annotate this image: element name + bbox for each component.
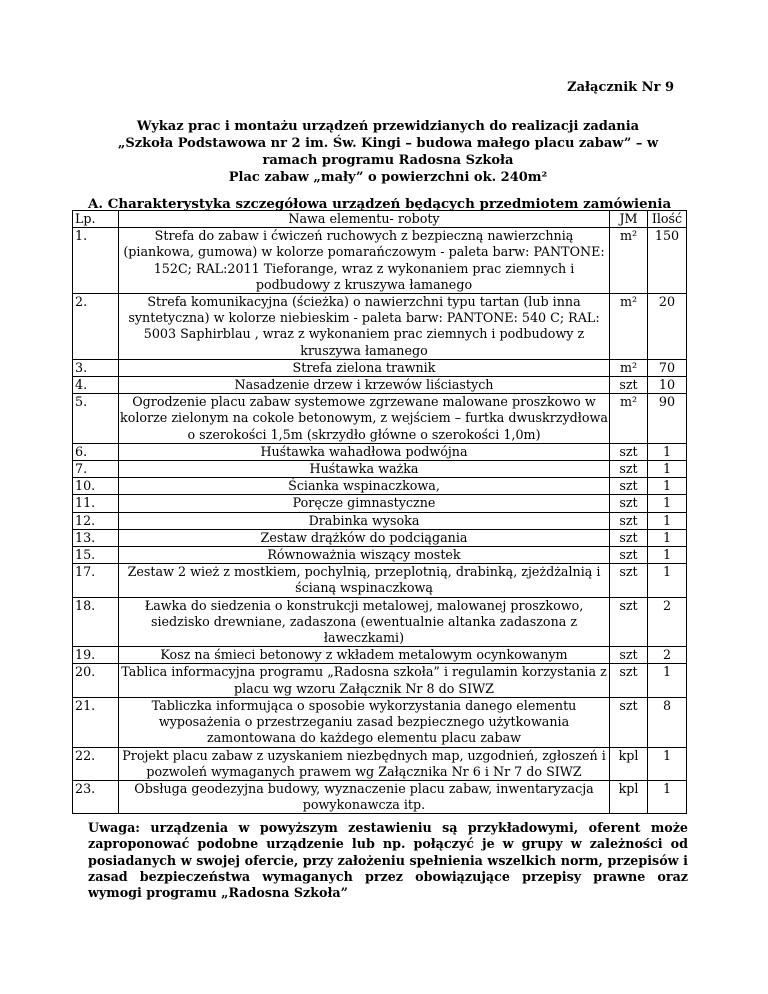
table-row — [73, 228, 687, 294]
row-name: Poręcze gimnastyczne — [119, 495, 610, 512]
table-row — [73, 495, 687, 512]
table-row — [73, 377, 687, 394]
row-number: 11. — [73, 495, 119, 512]
row-unit: szt — [610, 478, 648, 495]
row-number: 13. — [73, 529, 119, 546]
row-unit: szt — [610, 512, 648, 529]
row-quantity: 1 — [648, 478, 687, 495]
row-number: 21. — [73, 697, 119, 747]
row-unit: szt — [610, 547, 648, 564]
table-row — [73, 647, 687, 664]
table-body — [73, 228, 687, 814]
table-row — [73, 512, 687, 529]
row-name: Strefa zielona trawnik — [119, 359, 610, 376]
row-name: Drabinka wysoka — [119, 512, 610, 529]
row-number: 7. — [73, 461, 119, 478]
row-unit: kpl — [610, 747, 648, 780]
row-number: 2. — [73, 294, 119, 360]
row-unit: m² — [610, 228, 648, 294]
row-quantity: 1 — [648, 495, 687, 512]
column-header-qty: Ilość — [648, 211, 687, 228]
row-quantity: 1 — [648, 564, 687, 597]
table-row — [73, 747, 687, 780]
row-quantity: 70 — [648, 359, 687, 376]
row-unit: szt — [610, 495, 648, 512]
row-name: Huśtawka ważka — [119, 461, 610, 478]
row-name: Ścianka wspinaczkowa, — [119, 478, 610, 495]
row-number: 1. — [73, 228, 119, 294]
row-unit: szt — [610, 697, 648, 747]
row-number: 15. — [73, 547, 119, 564]
row-quantity: 2 — [648, 597, 687, 647]
row-unit: kpl — [610, 780, 648, 813]
column-header-jm: JM — [610, 211, 648, 228]
row-quantity: 2 — [648, 647, 687, 664]
row-quantity: 1 — [648, 461, 687, 478]
row-unit: m² — [610, 359, 648, 376]
column-header-name: Nawa elementu- roboty — [119, 211, 610, 228]
row-name: Strefa do zabaw i ćwiczeń ruchowych z bezpieczną nawierzchnią (piankowa, gumowa) w kolorze pomarańczowym - paleta barw: PANTONE: 152C; RAL:2011 Tieforange, wraz z wykonaniem prac ziemnych i podbudowy z kruszywa łamanego — [119, 228, 610, 294]
row-name: Ławka do siedzenia o konstrukcji metalowej, malowanej proszkowo, siedzisko drewniane, zadaszona (ewentualnie altanka zadaszona z ławeczkami) — [119, 597, 610, 647]
row-quantity: 1 — [648, 443, 687, 460]
row-unit: szt — [610, 564, 648, 597]
row-quantity: 10 — [648, 377, 687, 394]
row-number: 5. — [73, 394, 119, 444]
row-quantity: 1 — [648, 529, 687, 546]
table-row — [73, 359, 687, 376]
table-row — [73, 697, 687, 747]
row-number: 22. — [73, 747, 119, 780]
row-quantity: 20 — [648, 294, 687, 360]
table-row — [73, 529, 687, 546]
table-row — [73, 478, 687, 495]
row-unit: m² — [610, 394, 648, 444]
row-quantity: 1 — [648, 747, 687, 780]
row-number: 17. — [73, 564, 119, 597]
row-unit: szt — [610, 377, 648, 394]
title-line: Wykaz prac i montażu urządzeń przewidzianych do realizacji zadania — [136, 119, 640, 134]
row-name: Tabliczka informująca o sposobie wykorzystania danego elementu wyposażenia o przestrzeganiu zasad bezpiecznego użytkowania zamontowana do każdego elementu placu zabaw — [119, 697, 610, 747]
section-heading: A. Charakterystyka szczegółowa urządzeń będących przedmiotem zamówienia — [88, 196, 672, 212]
table-row — [73, 547, 687, 564]
row-quantity: 90 — [648, 394, 687, 444]
annex-label: Załącznik Nr 9 — [567, 80, 674, 95]
row-quantity: 8 — [648, 697, 687, 747]
title-line: ramach programu Radosna Szkoła — [262, 153, 514, 168]
row-name: Nasadzenie drzew i krzewów liściastych — [119, 377, 610, 394]
title-line: „Szkoła Podstawowa nr 2 im. Św. Kingi – budowa małego placu zabaw” – w — [117, 136, 659, 151]
row-unit: szt — [610, 461, 648, 478]
row-number: 4. — [73, 377, 119, 394]
row-number: 18. — [73, 597, 119, 647]
table-row — [73, 443, 687, 460]
row-unit: szt — [610, 529, 648, 546]
row-name: Kosz na śmieci betonowy z wkładem metalowym ocynkowanym — [119, 647, 610, 664]
table-header-row — [73, 211, 687, 228]
document-title — [88, 118, 688, 186]
row-number: 10. — [73, 478, 119, 495]
row-name: Huśtawka wahadłowa podwójna — [119, 443, 610, 460]
row-quantity: 1 — [648, 512, 687, 529]
row-name: Tablica informacyjna programu „Radosna szkoła” i regulamin korzystania z placu wg wzoru Załącznik Nr 8 do SIWZ — [119, 664, 610, 697]
row-number: 12. — [73, 512, 119, 529]
row-unit: szt — [610, 597, 648, 647]
row-number: 20. — [73, 664, 119, 697]
table-row — [73, 664, 687, 697]
items-table — [72, 210, 687, 814]
title-line: Plac zabaw „mały” o powierzchni ok. 240m² — [228, 170, 548, 185]
note-paragraph: Uwaga: urządzenia w powyższym zestawieniu są przykładowymi, oferent może zaproponować podobne urządzenie lub np. połączyć je w grupy w zależności od posiadanych w swojej ofercie, przy założeniu spełnienia wszelkich norm, przepisów i zasad bezpieczeństwa wymaganych przez obowiązujące przepisy prawne oraz wymogi programu „Radosna Szkoła” — [88, 820, 688, 901]
row-name: Obsługa geodezyjna budowy, wyznaczenie placu zabaw, inwentaryzacja powykonawcza itp. — [119, 780, 610, 813]
table-row — [73, 780, 687, 813]
row-number: 19. — [73, 647, 119, 664]
row-quantity: 1 — [648, 547, 687, 564]
row-unit: szt — [610, 664, 648, 697]
row-quantity: 1 — [648, 664, 687, 697]
table-row — [73, 394, 687, 444]
column-header-lp: Lp. — [73, 211, 119, 228]
row-name: Strefa komunikacyjna (ścieżka) o nawierzchni typu tartan (lub inna syntetyczna) w kolorze niebieskim - paleta barw: PANTONE: 540 C; RAL: 5003 Saphirblau , wraz z wykonaniem prac ziemnych i podbudowy z kruszywa łamanego — [119, 294, 610, 360]
table-row — [73, 597, 687, 647]
row-quantity: 150 — [648, 228, 687, 294]
table-row — [73, 461, 687, 478]
row-unit: szt — [610, 443, 648, 460]
row-number: 6. — [73, 443, 119, 460]
row-number: 23. — [73, 780, 119, 813]
row-name: Równoważnia wiszący mostek — [119, 547, 610, 564]
row-name: Ogrodzenie placu zabaw systemowe zgrzewane malowane proszkowo w kolorze zielonym na cokole betonowym, z wejściem – furtka dwuskrzydłowa o szerokości 1,5m (skrzydło główne o szerokości 1,0m) — [120, 394, 608, 442]
row-unit: m² — [610, 294, 648, 360]
row-unit: szt — [610, 647, 648, 664]
row-quantity: 1 — [648, 780, 687, 813]
row-name: Zestaw 2 wież z mostkiem, pochylnią, przeplotnią, drabinką, zjeżdżalnią i ścianą wspinaczkową — [119, 564, 610, 597]
table-row — [73, 294, 687, 360]
row-number: 3. — [73, 359, 119, 376]
table-row — [73, 564, 687, 597]
row-name: Projekt placu zabaw z uzyskaniem niezbędnych map, uzgodnień, zgłoszeń i pozwoleń wymaganych prawem wg Załącznika Nr 6 i Nr 7 do SIWZ — [119, 747, 610, 780]
row-name: Zestaw drążków do podciągania — [119, 529, 610, 546]
